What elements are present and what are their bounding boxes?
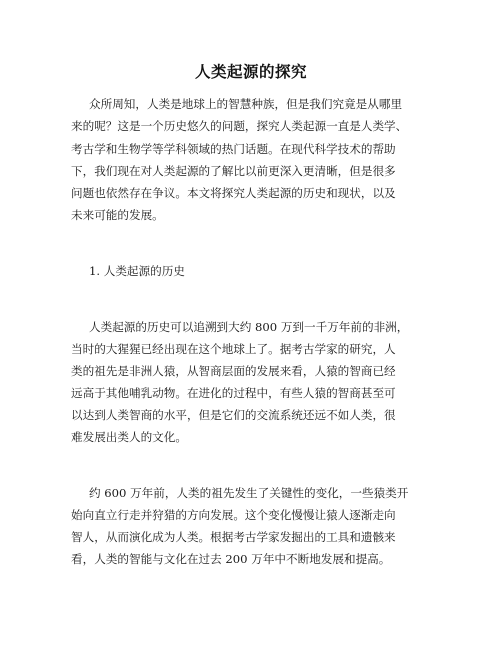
- paragraph-line: 约 600 万年前，人类的祖先发生了关键性的变化，一些猿类开: [89, 486, 409, 500]
- paragraph-line: 人类起源的历史可以追溯到大约 800 万到一千万年前的非洲，: [89, 320, 409, 334]
- paragraph-line: 始向直立行走并狩猎的方向发展。这个变化慢慢让猿人逐渐走向: [71, 508, 396, 522]
- paragraph-line: 类的祖先是非洲人猿，从智商层面的发展来看，人猿的智商已经: [71, 364, 396, 378]
- paragraph-line: 难发展出类人的文化。: [71, 430, 187, 444]
- intro-line: 来的呢？这是一个历史悠久的问题，探究人类起源一直是人类学、: [71, 119, 408, 133]
- section-heading: 1. 人类起源的历史: [89, 264, 185, 278]
- document-title: 人类起源的探究: [194, 63, 307, 81]
- intro-line: 未来可能的发展。: [71, 208, 164, 222]
- paragraph-line: 当时的大猩猩已经出现在这个地球上了。据考古学家的研究，人: [71, 342, 396, 356]
- intro-line: 考古学和生物学等学科领域的热门话题。在现代科学技术的帮助: [71, 142, 396, 156]
- intro-line: 众所周知，人类是地球上的智慧种族，但是我们究竟是从哪里: [89, 97, 403, 111]
- paragraph-line: 远高于其他哺乳动物。在进化的过程中，有些人猿的智商甚至可: [71, 386, 396, 400]
- paragraph-line: 智人，从而演化成为人类。根据考古学家发掘出的工具和遗骸来: [71, 530, 396, 544]
- intro-line: 问题也依然存在争议。本文将探究人类起源的历史和现状，以及: [71, 186, 396, 200]
- paragraph-line: 以达到人类智商的水平，但是它们的交流系统还远不如人类，很: [71, 408, 396, 422]
- paragraph-line: 看，人类的智能与文化在过去 200 万年中不断地发展和提高。: [71, 552, 391, 566]
- intro-line: 下，我们现在对人类起源的了解比以前更深入更清晰，但是很多: [71, 164, 396, 178]
